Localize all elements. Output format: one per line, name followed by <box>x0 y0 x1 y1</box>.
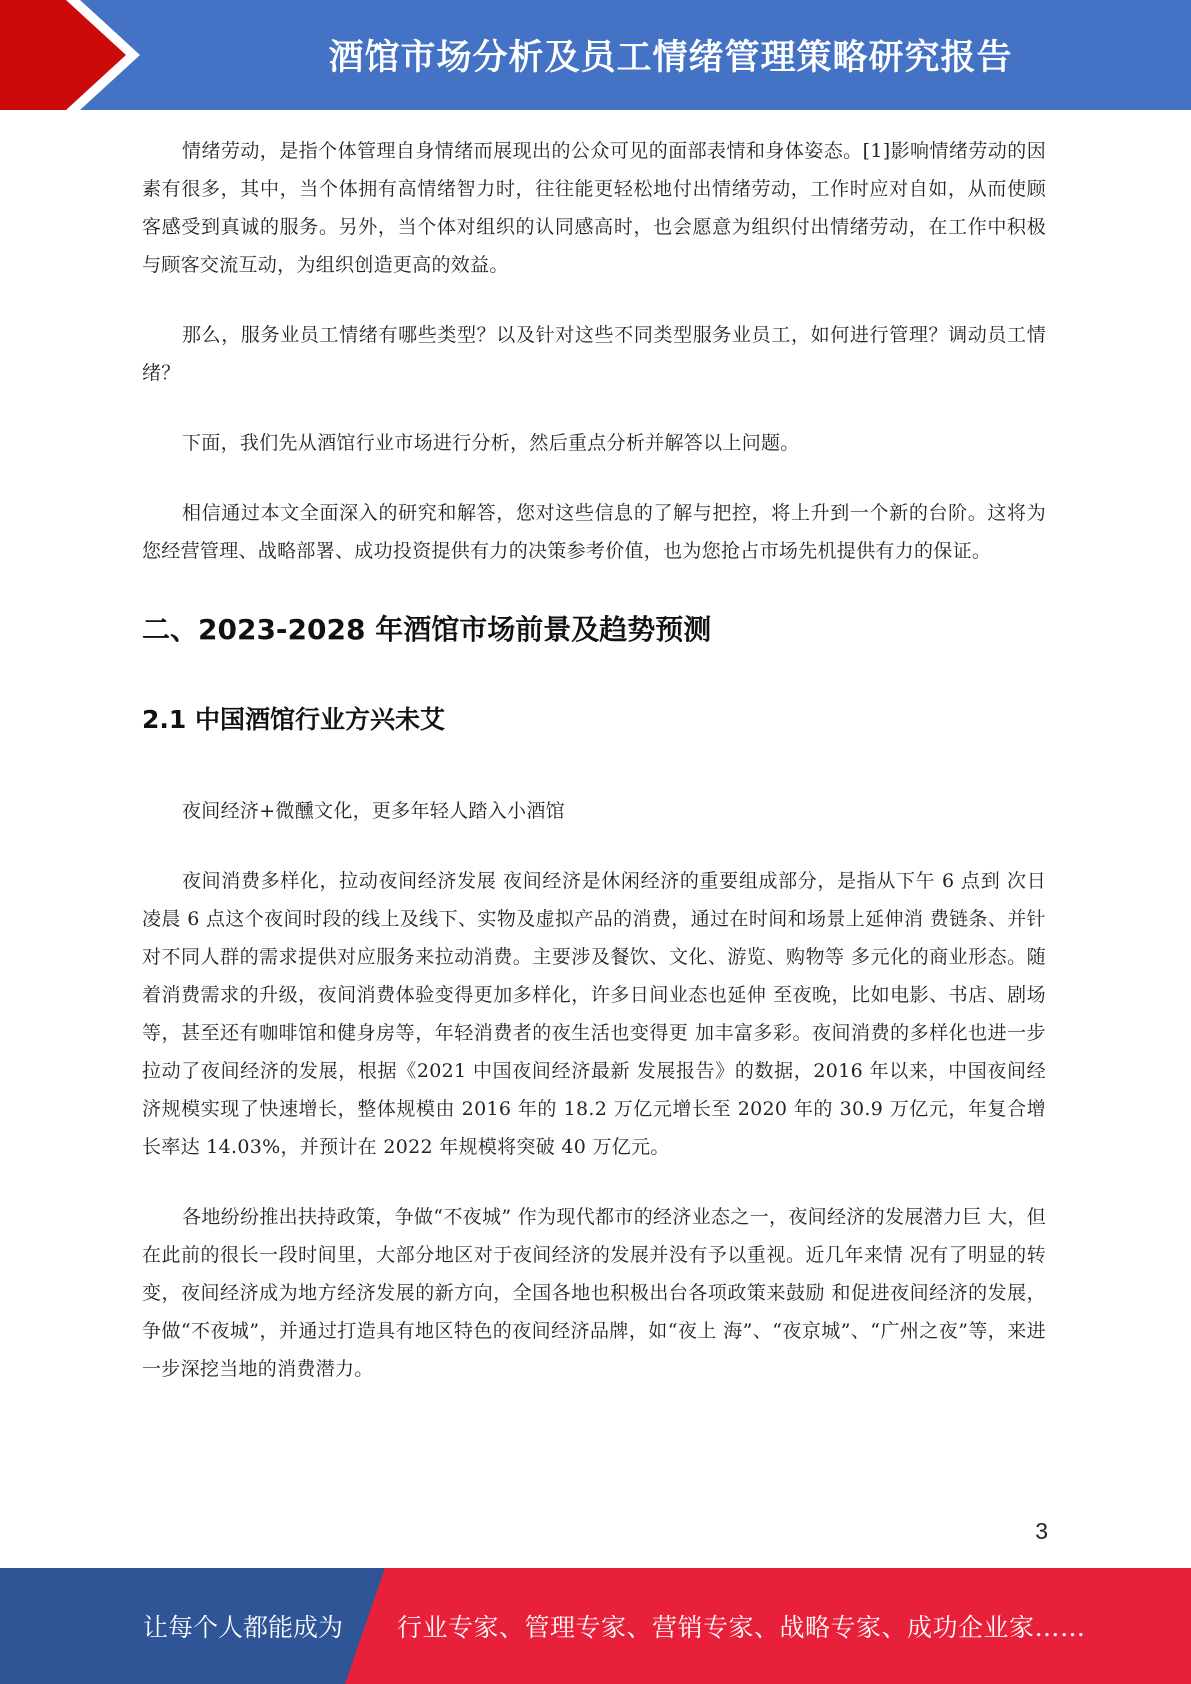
footer-slogan-right: 行业专家、管理专家、营销专家、战略专家、成功企业家…… <box>397 1613 1086 1642</box>
page-body <box>142 132 1046 1420</box>
page-number: 3 <box>1035 1518 1048 1544</box>
page-header <box>0 0 1191 110</box>
paragraph-emotional-labor: 情绪劳动，是指个体管理自身情绪而展现出的公众可见的面部表情和身体姿态。[1]影响情绪劳动的因素有很多，其中，当个体拥有高情绪智力时，往往能更轻松地付出情绪劳动，工作时应对自如，从而使顾客感受到真诚的服务。另外，当个体对组织的认同感高时，也会愿意为组织付出情绪劳动，在工作中积极与顾客交流互动，为组织创造更高的效益。 <box>142 140 1046 276</box>
paragraph-night-consumption: 夜间消费多样化，拉动夜间经济发展 夜间经济是休闲经济的重要组成部分，是指从下午 6 点到 次日凌晨 6 点这个夜间时段的线上及线下、实物及虚拟产品的消费，通过在时间和场景上延伸消 费链条、并针对不同人群的需求提供对应服务来拉动消费。主要涉及餐饮、文化、游览、购物等 多元化的商业形态。随着消费需求的升级，夜间消费体验变得更加多样化，许多日间业态也延伸 至夜晚，比如电影、书店、剧场等，甚至还有咖啡馆和健身房等，年轻消费者的夜生活也变得更 加丰富多彩。夜间消费的多样化也进一步拉动了夜间经济的发展，根据《2021 中国夜间经济最新 发展报告》的数据，2016 年以来，中国夜间经济规模实现了快速增长，整体规模由 2016 年的 18.2 万亿元增长至 2020 年的 30.9 万亿元，年复合增长率达 14.03%，并预计在 2022 年规模将突破 40 万亿元。 <box>142 870 1046 1158</box>
paragraph-approach: 下面，我们先从酒馆行业市场进行分析，然后重点分析并解答以上问题。 <box>182 432 800 454</box>
header-arrow-decoration <box>0 0 160 110</box>
paragraph-value: 相信通过本文全面深入的研究和解答，您对这些信息的了解与把控，将上升到一个新的台阶。这将为您经营管理、战略部署、成功投资提供有力的决策参考价值，也为您抢占市场先机提供有力的保证。 <box>142 502 1046 562</box>
paragraph-night-economy-intro: 夜间经济+微醺文化，更多年轻人踏入小酒馆 <box>182 800 565 822</box>
page-footer <box>0 1568 1191 1684</box>
document-title: 酒馆市场分析及员工情绪管理策略研究报告 <box>328 38 1013 78</box>
paragraph-questions: 那么，服务业员工情绪有哪些类型？以及针对这些不同类型服务业员工，如何进行管理？调动员工情绪？ <box>142 324 1046 384</box>
paragraph-policy: 各地纷纷推出扶持政策，争做“不夜城” 作为现代都市的经济业态之一，夜间经济的发展潜力巨 大，但在此前的很长一段时间里，大部分地区对于夜间经济的发展并没有予以重视。近几年来情 况有了明显的转变，夜间经济成为地方经济发展的新方向，全国各地也积极出台各项政策来鼓励 和促进夜间经济的发展，争做“不夜城”，并通过打造具有地区特色的夜间经济品牌，如“夜上 海”、“夜京城”、“广州之夜”等，来进一步深挖当地的消费潜力。 <box>142 1206 1046 1380</box>
footer-slogan-left: 让每个人都能成为 <box>143 1613 344 1642</box>
section-heading: 二、2023-2028 年酒馆市场前景及趋势预测 <box>142 613 712 646</box>
subsection-heading: 2.1 中国酒馆行业方兴未艾 <box>142 705 445 734</box>
